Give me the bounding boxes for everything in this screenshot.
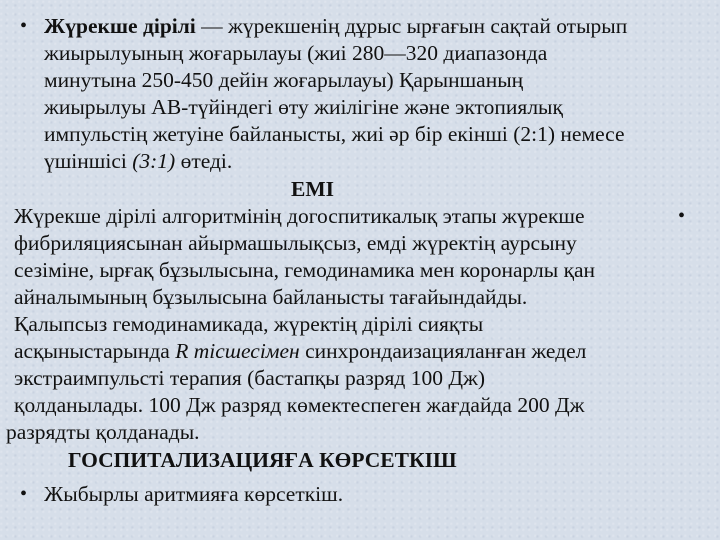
paragraph1-line6-end: өтеді. <box>175 149 233 173</box>
paragraph2-line7: экстраимпульсті терапия (бастапқы разряд 100 Дж) <box>14 366 486 390</box>
paragraph2-line8: қолданылады. 100 Дж разряд көмектеспеген жағдайда 200 Дж <box>14 393 585 417</box>
ratio-3-1: (3:1) <box>132 149 176 173</box>
paragraph1-line5: импульстің жетуіне байланысты, жиі әр бір екінші (2:1) немесе <box>44 122 625 146</box>
paragraph1-line2: жиырылуының жоғарылауы (жиі 280—320 диапазонда <box>44 41 548 65</box>
paragraph2-line4: айналымының бұзылысына байланысты тағайындайды. <box>14 285 528 309</box>
paragraph1-line3: минутына 250-450 дейін жоғарылауы) Қарыншаның <box>44 68 524 92</box>
bullet-marker: • <box>20 15 28 37</box>
paragraph2-line5: Қалыпсыз гемодинамикада, жүректің дірілі сияқты <box>14 312 484 336</box>
bullet3-text: Жыбырлы аритмияға көрсеткіш. <box>44 482 344 506</box>
paragraph2-line6-start: асқыныстарында <box>14 339 176 363</box>
r-wave-term: R тісшесімен <box>175 339 300 363</box>
paragraph2-line3: сезіміне, ырғақ бұзылысына, гемодинамика мен коронарлы қан <box>14 258 596 282</box>
heading-treatment: ЕМІ <box>291 177 334 201</box>
paragraph2-line2: фибриляциясынан айырмашылықсыз, емді жүректің аурсыну <box>14 231 577 255</box>
paragraph1-line6-start: үшіншісі <box>44 149 133 173</box>
bullet-marker: • <box>20 483 28 505</box>
bullet-marker-right: • <box>678 205 686 227</box>
paragraph1-line4: жиырылуы АВ-түйіндегі өту жиілігіне және эктопиялық <box>44 95 563 119</box>
paragraph2-line6-end: синхрондаизацияланған жедел <box>299 339 587 363</box>
term-atrial-flutter: Жүрекше дірілі <box>44 14 196 38</box>
paragraph2-line1: Жүрекше дірілі алгоритмінің догоспитикалық этапы жүрекше <box>14 204 585 228</box>
paragraph1-line6 <box>44 149 232 173</box>
paragraph2-line9: разрядты қолданады. <box>6 420 200 444</box>
heading-hospitalization: ГОСПИТАЛИЗАЦИЯҒА КӨРСЕТКІШ <box>68 448 457 472</box>
paragraph2-line6 <box>14 339 586 363</box>
paragraph1-line1-text: — жүрекшенің дұрыс ырғағын сақтай отырып <box>195 14 628 38</box>
paragraph1-line1 <box>44 14 627 38</box>
